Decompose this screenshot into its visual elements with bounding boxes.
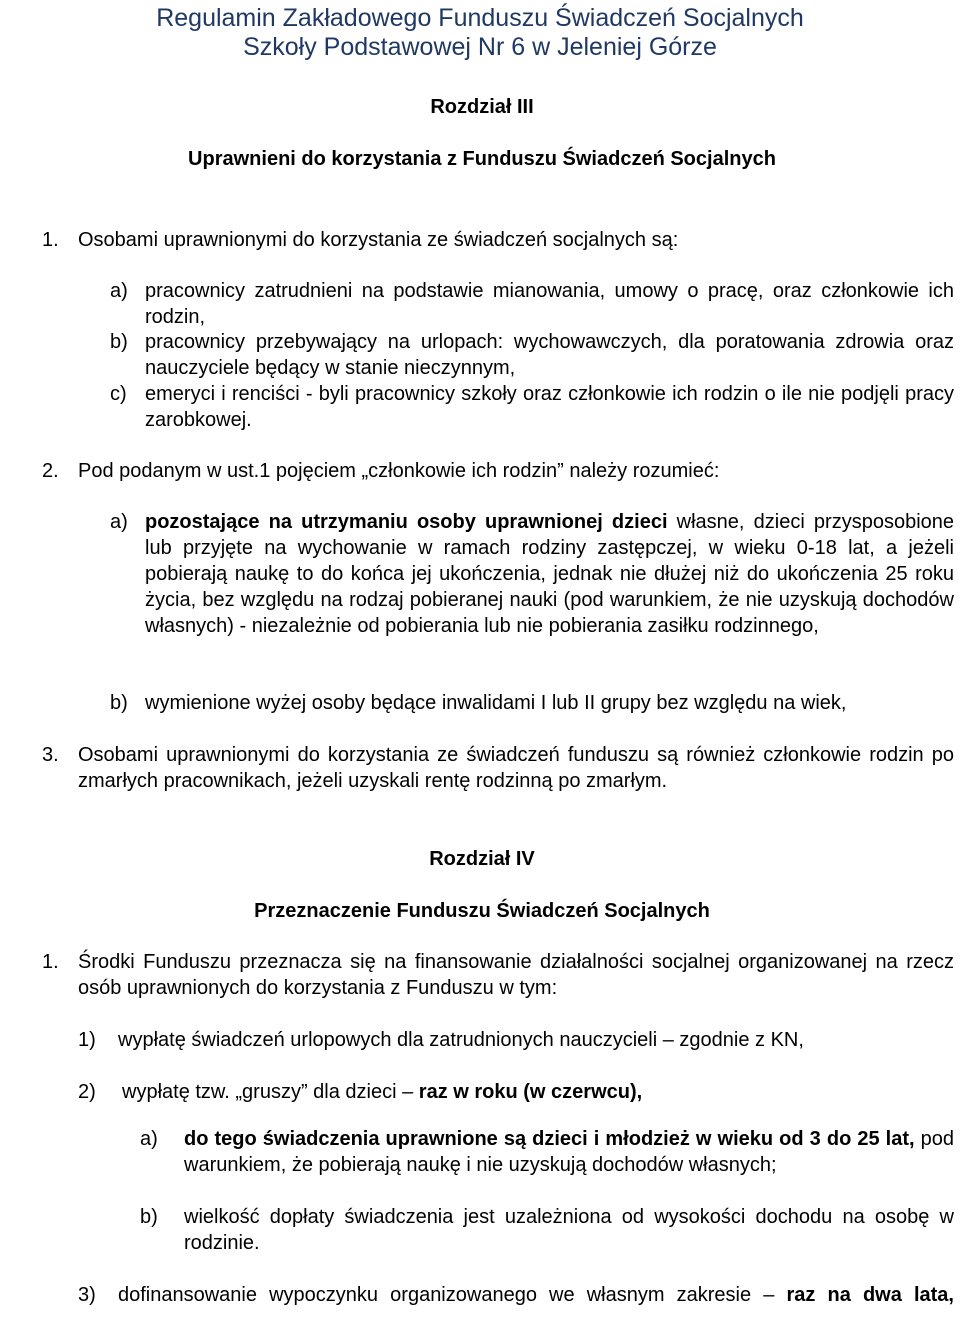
- list-item: emeryci i renciści - byli pracownicy szkoły oraz członkowie ich rodzin o ile nie podjęli pracy zarobkowej.: [145, 383, 954, 431]
- section-text: Pod podanym w ust.1 pojęciem „członkowie ich rodzin” należy rozumieć:: [78, 460, 720, 482]
- list-item: [118, 1282, 954, 1308]
- section-number: 3.: [42, 744, 59, 766]
- list-item-text: dofinansowanie wypoczynku organizowanego we własnym zakresie: [118, 1284, 752, 1306]
- section-text: Środki Funduszu przeznacza się na finansowanie działalności socjalnej organizowanej na rzecz osób uprawnionych do korzystania z Funduszu w tym:: [78, 951, 954, 999]
- list-marker: 2): [78, 1081, 96, 1103]
- list-item: [145, 509, 954, 639]
- section-text: Osobami uprawnionymi do korzystania ze świadczeń socjalnych są:: [78, 229, 679, 251]
- list-marker: 3): [78, 1284, 96, 1306]
- list-item: pracownicy zatrudnieni na podstawie mianowania, umowy o pracę, oraz członkowie ich rodzin,: [145, 280, 954, 328]
- list-item: wymienione wyżej osoby będące inwalidami I lub II grupy bez względu na wiek,: [145, 692, 847, 714]
- list-marker: 1): [78, 1029, 96, 1051]
- list-item: [122, 1079, 954, 1105]
- document-header: [0, 4, 960, 62]
- list-marker: b): [110, 331, 128, 353]
- list-item-text: pod warunkiem, że pobierają naukę i nie uzyskują dochodów własnych;: [184, 1128, 954, 1176]
- dash: –: [751, 1284, 787, 1306]
- list-item: [184, 1126, 954, 1178]
- section-number: 1.: [42, 229, 59, 251]
- list-marker: c): [110, 383, 127, 405]
- list-item: wypłatę świadczeń urlopowych dla zatrudnionych nauczycieli – zgodnie z KN,: [118, 1029, 804, 1051]
- header-line-2: Szkoły Podstawowej Nr 6 w Jeleniej Górze: [243, 33, 717, 61]
- section-text: Osobami uprawnionymi do korzystania ze świadczeń funduszu są również członkowie rodzin po zmarłych pracownikach, jeżeli uzyskali rentę rodzinną po zmarłym.: [78, 744, 954, 792]
- dash: –: [396, 1081, 419, 1103]
- section-number: 2.: [42, 460, 59, 482]
- section-number: 1.: [42, 951, 59, 973]
- emphasis: raz w roku (w czerwcu),: [418, 1081, 643, 1103]
- list-item: wielkość dopłaty świadczenia jest uzależniona od wysokości dochodu na osobę w rodzinie.: [184, 1206, 954, 1254]
- list-marker: a): [140, 1128, 158, 1150]
- list-item: pracownicy przebywający na urlopach: wychowawczych, dla poratowania zdrowia oraz nauczyciele będący w stanie nieczynnym,: [145, 331, 954, 379]
- header-line-1: Regulamin Zakładowego Funduszu Świadczeń Socjalnych: [156, 4, 804, 32]
- chapter-3-title: Uprawnieni do korzystania z Funduszu Świadczeń Socjalnych: [188, 148, 776, 170]
- emphasis: pozostające na utrzymaniu osoby uprawnionej dzieci: [145, 511, 668, 533]
- list-marker: b): [140, 1206, 158, 1228]
- chapter-4-heading: Rozdział IV: [429, 848, 535, 870]
- list-item-text: wypłatę tzw. „gruszy” dla dzieci: [122, 1081, 397, 1103]
- chapter-3-heading: Rozdział III: [430, 96, 534, 118]
- list-item-text: własne, dzieci przysposobione lub przyjęte na wychowanie w ramach rodziny zastępczej, w wieku 0-18 lat, a jeżeli pobierają naukę to do końca jej ukończenia, jednak nie dłużej niż do ukończenia 25 roku życia, bez względu na rodzaj pobieranej nauki (pod warunkiem, że nie uzyskują dochodów własnych) - niezależnie od pobierania lub nie pobierania zasiłku rodzinnego,: [145, 511, 954, 637]
- emphasis: raz na dwa lata,: [786, 1284, 954, 1306]
- list-marker: a): [110, 511, 128, 533]
- emphasis: do tego świadczenia uprawnione są dzieci i młodzież w wieku od 3 do 25 lat,: [184, 1128, 915, 1150]
- list-marker: b): [110, 692, 128, 714]
- list-marker: a): [110, 280, 128, 302]
- chapter-4-title: Przeznaczenie Funduszu Świadczeń Socjalnych: [254, 900, 710, 922]
